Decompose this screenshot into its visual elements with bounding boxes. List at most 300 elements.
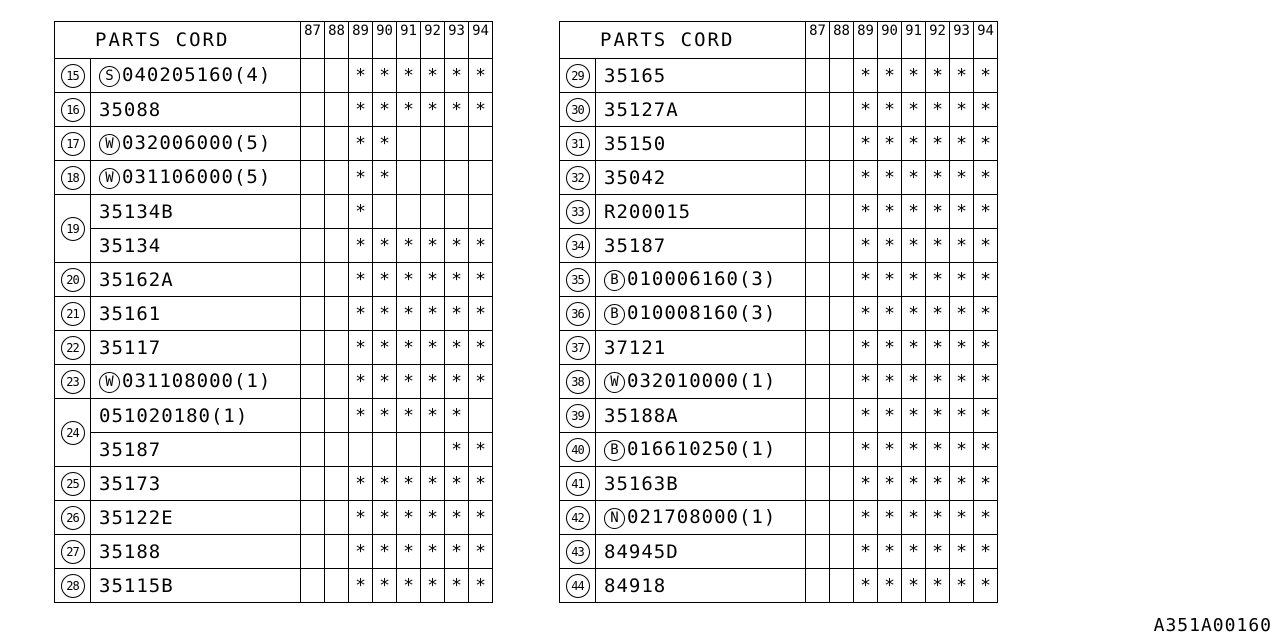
year-mark-cell <box>325 535 349 569</box>
year-mark-cell <box>950 433 974 467</box>
year-mark-cell <box>830 263 854 297</box>
year-mark-cell <box>445 501 469 535</box>
year-mark-cell <box>325 127 349 161</box>
asterisk-mark: * <box>427 371 438 392</box>
asterisk-mark: * <box>956 541 967 562</box>
year-mark-cell <box>974 161 998 195</box>
year-mark-cell <box>397 433 421 467</box>
year-mark-cell <box>878 59 902 93</box>
year-mark-cell <box>974 127 998 161</box>
year-mark-cell <box>469 59 493 93</box>
year-mark-cell <box>397 161 421 195</box>
item-number-cell <box>560 297 596 331</box>
item-number-cell <box>55 501 91 535</box>
year-mark-cell <box>301 365 325 399</box>
year-mark-cell <box>445 161 469 195</box>
part-code-cell <box>596 263 806 297</box>
asterisk-mark: * <box>980 99 991 120</box>
asterisk-mark: * <box>932 167 943 188</box>
asterisk-mark: * <box>908 337 919 358</box>
part-code: 031106000(5) <box>122 166 272 188</box>
year-label: 91 <box>400 23 417 39</box>
year-mark-cell <box>325 263 349 297</box>
part-code: 010008160(3) <box>627 302 777 324</box>
year-mark-cell <box>325 467 349 501</box>
year-mark-cell <box>806 127 830 161</box>
asterisk-mark: * <box>908 507 919 528</box>
year-mark-cell <box>830 331 854 365</box>
year-header <box>926 22 950 59</box>
part-code-cell <box>91 501 301 535</box>
year-mark-cell <box>301 93 325 127</box>
asterisk-mark: * <box>860 99 871 120</box>
part-code: 35188A <box>604 404 679 427</box>
asterisk-mark: * <box>956 337 967 358</box>
item-number-cell <box>55 93 91 127</box>
asterisk-mark: * <box>355 269 366 290</box>
year-mark-cell <box>469 535 493 569</box>
year-mark-cell <box>974 331 998 365</box>
asterisk-mark: * <box>908 473 919 494</box>
item-number: 26 <box>61 506 85 530</box>
year-mark-cell <box>469 433 493 467</box>
year-mark-cell <box>325 399 349 433</box>
year-mark-cell <box>469 467 493 501</box>
asterisk-mark: * <box>403 575 414 596</box>
asterisk-mark: * <box>403 235 414 256</box>
part-code-cell <box>596 467 806 501</box>
asterisk-mark: * <box>980 303 991 324</box>
year-mark-cell <box>830 93 854 127</box>
year-mark-cell <box>854 467 878 501</box>
year-mark-cell <box>301 297 325 331</box>
year-mark-cell <box>878 195 902 229</box>
asterisk-mark: * <box>932 371 943 392</box>
table-row <box>55 297 493 331</box>
part-code-cell <box>91 195 301 229</box>
year-mark-cell <box>301 59 325 93</box>
asterisk-mark: * <box>884 235 895 256</box>
asterisk-mark: * <box>355 405 366 426</box>
year-mark-cell <box>301 399 325 433</box>
asterisk-mark: * <box>403 507 414 528</box>
asterisk-mark: * <box>908 235 919 256</box>
item-number: 23 <box>61 370 85 394</box>
year-mark-cell <box>373 467 397 501</box>
part-code: 35161 <box>99 302 162 325</box>
year-mark-cell <box>397 569 421 603</box>
item-number: 32 <box>566 166 590 190</box>
year-mark-cell <box>421 433 445 467</box>
part-code: 35187 <box>99 438 162 461</box>
year-mark-cell <box>926 59 950 93</box>
asterisk-mark: * <box>932 575 943 596</box>
item-number-cell <box>560 535 596 569</box>
year-mark-cell <box>325 331 349 365</box>
asterisk-mark: * <box>980 201 991 222</box>
asterisk-mark: * <box>475 541 486 562</box>
table-row <box>560 127 998 161</box>
year-header <box>397 22 421 59</box>
part-code-cell <box>91 535 301 569</box>
asterisk-mark: * <box>355 167 366 188</box>
part-code-cell <box>91 127 301 161</box>
asterisk-mark: * <box>427 507 438 528</box>
year-mark-cell <box>373 297 397 331</box>
table-row <box>560 263 998 297</box>
year-mark-cell <box>854 59 878 93</box>
year-mark-cell <box>806 263 830 297</box>
item-number-cell <box>55 263 91 297</box>
part-code: 016610250(1) <box>627 438 777 460</box>
table-row <box>560 467 998 501</box>
year-mark-cell <box>373 331 397 365</box>
year-mark-cell <box>950 93 974 127</box>
year-mark-cell <box>349 93 373 127</box>
asterisk-mark: * <box>908 99 919 120</box>
asterisk-mark: * <box>932 133 943 154</box>
table-row <box>55 195 493 229</box>
year-mark-cell <box>301 569 325 603</box>
asterisk-mark: * <box>403 405 414 426</box>
year-mark-cell <box>878 263 902 297</box>
year-mark-cell <box>974 433 998 467</box>
year-mark-cell <box>445 93 469 127</box>
asterisk-mark: * <box>860 65 871 86</box>
year-mark-cell <box>950 501 974 535</box>
item-number: 20 <box>61 268 85 292</box>
year-mark-cell <box>373 161 397 195</box>
asterisk-mark: * <box>932 201 943 222</box>
year-mark-cell <box>349 433 373 467</box>
asterisk-mark: * <box>980 575 991 596</box>
year-mark-cell <box>445 263 469 297</box>
year-label: 90 <box>881 23 898 39</box>
year-mark-cell <box>854 93 878 127</box>
year-mark-cell <box>373 399 397 433</box>
year-mark-cell <box>878 433 902 467</box>
year-mark-cell <box>301 467 325 501</box>
year-header <box>878 22 902 59</box>
year-mark-cell <box>373 263 397 297</box>
table-row <box>560 535 998 569</box>
table-row <box>55 399 493 433</box>
asterisk-mark: * <box>956 269 967 290</box>
year-mark-cell <box>830 501 854 535</box>
year-mark-cell <box>469 93 493 127</box>
year-mark-cell <box>445 331 469 365</box>
asterisk-mark: * <box>932 405 943 426</box>
year-mark-cell <box>950 59 974 93</box>
asterisk-mark: * <box>956 99 967 120</box>
year-mark-cell <box>926 161 950 195</box>
asterisk-mark: * <box>451 303 462 324</box>
year-mark-cell <box>445 59 469 93</box>
year-mark-cell <box>926 229 950 263</box>
asterisk-mark: * <box>427 303 438 324</box>
part-code: 35173 <box>99 472 162 495</box>
asterisk-mark: * <box>379 133 390 154</box>
table-row <box>55 535 493 569</box>
year-header <box>902 22 926 59</box>
asterisk-mark: * <box>355 303 366 324</box>
table-row <box>55 263 493 297</box>
asterisk-mark: * <box>980 167 991 188</box>
year-mark-cell <box>926 195 950 229</box>
year-mark-cell <box>830 399 854 433</box>
table-row <box>560 399 998 433</box>
item-number: 21 <box>61 302 85 326</box>
year-mark-cell <box>806 535 830 569</box>
year-mark-cell <box>878 535 902 569</box>
year-mark-cell <box>349 161 373 195</box>
part-code-cell <box>596 297 806 331</box>
item-number-cell <box>55 569 91 603</box>
item-number-cell <box>560 93 596 127</box>
year-mark-cell <box>974 59 998 93</box>
part-code: 010006160(3) <box>627 268 777 290</box>
year-mark-cell <box>830 127 854 161</box>
year-mark-cell <box>830 297 854 331</box>
year-mark-cell <box>878 93 902 127</box>
asterisk-mark: * <box>860 133 871 154</box>
asterisk-mark: * <box>860 371 871 392</box>
item-number-cell <box>560 433 596 467</box>
asterisk-mark: * <box>980 541 991 562</box>
year-mark-cell <box>373 229 397 263</box>
year-mark-cell <box>902 263 926 297</box>
year-label: 94 <box>472 23 489 39</box>
year-mark-cell <box>421 161 445 195</box>
part-prefix-badge: W <box>604 372 625 393</box>
asterisk-mark: * <box>884 337 895 358</box>
asterisk-mark: * <box>451 473 462 494</box>
asterisk-mark: * <box>932 439 943 460</box>
year-mark-cell <box>373 433 397 467</box>
table-row <box>560 433 998 467</box>
part-code: 040205160(4) <box>122 64 272 86</box>
asterisk-mark: * <box>427 337 438 358</box>
year-mark-cell <box>349 467 373 501</box>
item-number: 44 <box>566 574 590 598</box>
asterisk-mark: * <box>908 269 919 290</box>
year-mark-cell <box>421 263 445 297</box>
year-header <box>974 22 998 59</box>
year-mark-cell <box>854 229 878 263</box>
item-number: 28 <box>61 574 85 598</box>
year-mark-cell <box>397 127 421 161</box>
asterisk-mark: * <box>932 65 943 86</box>
asterisk-mark: * <box>932 473 943 494</box>
part-code: 84945D <box>604 540 679 563</box>
asterisk-mark: * <box>860 235 871 256</box>
item-number-cell <box>55 399 91 467</box>
asterisk-mark: * <box>379 235 390 256</box>
year-label: 93 <box>953 23 970 39</box>
year-mark-cell <box>950 365 974 399</box>
asterisk-mark: * <box>355 133 366 154</box>
year-mark-cell <box>469 263 493 297</box>
item-number: 33 <box>566 200 590 224</box>
asterisk-mark: * <box>956 405 967 426</box>
asterisk-mark: * <box>956 167 967 188</box>
asterisk-mark: * <box>980 473 991 494</box>
asterisk-mark: * <box>475 371 486 392</box>
year-mark-cell <box>373 127 397 161</box>
year-mark-cell <box>974 399 998 433</box>
year-label: 92 <box>424 23 441 39</box>
item-number-cell <box>560 195 596 229</box>
table-row <box>560 501 998 535</box>
year-mark-cell <box>830 161 854 195</box>
year-mark-cell <box>397 229 421 263</box>
part-code-cell <box>91 467 301 501</box>
year-mark-cell <box>469 569 493 603</box>
table-row <box>560 331 998 365</box>
asterisk-mark: * <box>908 439 919 460</box>
year-mark-cell <box>325 569 349 603</box>
year-mark-cell <box>974 263 998 297</box>
item-number: 18 <box>61 166 85 190</box>
year-label: 88 <box>833 23 850 39</box>
year-mark-cell <box>806 195 830 229</box>
year-header <box>445 22 469 59</box>
year-mark-cell <box>902 229 926 263</box>
part-code-cell <box>596 365 806 399</box>
item-number-cell <box>560 331 596 365</box>
year-label: 94 <box>977 23 994 39</box>
asterisk-mark: * <box>908 575 919 596</box>
table-row <box>55 365 493 399</box>
asterisk-mark: * <box>860 167 871 188</box>
year-mark-cell <box>421 93 445 127</box>
year-mark-cell <box>469 365 493 399</box>
year-mark-cell <box>806 433 830 467</box>
year-mark-cell <box>806 331 830 365</box>
year-mark-cell <box>301 535 325 569</box>
asterisk-mark: * <box>451 99 462 120</box>
year-mark-cell <box>830 433 854 467</box>
year-mark-cell <box>974 365 998 399</box>
asterisk-mark: * <box>451 575 462 596</box>
asterisk-mark: * <box>908 405 919 426</box>
item-number: 15 <box>61 64 85 88</box>
year-mark-cell <box>397 59 421 93</box>
asterisk-mark: * <box>451 507 462 528</box>
asterisk-mark: * <box>860 201 871 222</box>
year-mark-cell <box>421 127 445 161</box>
asterisk-mark: * <box>427 99 438 120</box>
part-code-cell <box>596 569 806 603</box>
year-mark-cell <box>373 535 397 569</box>
year-mark-cell <box>854 365 878 399</box>
part-code: 35163B <box>604 472 679 495</box>
item-number-cell <box>560 569 596 603</box>
item-number-cell <box>55 365 91 399</box>
year-mark-cell <box>878 501 902 535</box>
table-row <box>560 161 998 195</box>
year-mark-cell <box>349 399 373 433</box>
year-mark-cell <box>950 535 974 569</box>
year-mark-cell <box>325 229 349 263</box>
part-prefix-badge: W <box>99 134 120 155</box>
year-mark-cell <box>397 331 421 365</box>
year-mark-cell <box>854 331 878 365</box>
year-label: 93 <box>448 23 465 39</box>
asterisk-mark: * <box>427 269 438 290</box>
year-mark-cell <box>854 195 878 229</box>
item-number-cell <box>55 535 91 569</box>
item-number: 22 <box>61 336 85 360</box>
part-code: 35042 <box>604 166 667 189</box>
year-mark-cell <box>806 569 830 603</box>
year-label: 87 <box>809 23 826 39</box>
table-row <box>560 365 998 399</box>
asterisk-mark: * <box>355 235 366 256</box>
year-mark-cell <box>373 501 397 535</box>
year-mark-cell <box>830 195 854 229</box>
year-mark-cell <box>830 569 854 603</box>
part-code: 35162A <box>99 268 174 291</box>
year-mark-cell <box>806 297 830 331</box>
item-number: 31 <box>566 132 590 156</box>
part-prefix-badge: S <box>99 66 120 87</box>
year-mark-cell <box>397 93 421 127</box>
year-mark-cell <box>830 535 854 569</box>
year-mark-cell <box>926 331 950 365</box>
asterisk-mark: * <box>451 405 462 426</box>
year-mark-cell <box>830 59 854 93</box>
asterisk-mark: * <box>475 575 486 596</box>
year-mark-cell <box>349 569 373 603</box>
year-mark-cell <box>806 365 830 399</box>
asterisk-mark: * <box>475 65 486 86</box>
year-mark-cell <box>325 297 349 331</box>
asterisk-mark: * <box>884 405 895 426</box>
year-mark-cell <box>878 569 902 603</box>
year-mark-cell <box>373 365 397 399</box>
part-prefix-badge: W <box>99 168 120 189</box>
item-number-cell <box>560 161 596 195</box>
year-label: 88 <box>328 23 345 39</box>
year-mark-cell <box>806 399 830 433</box>
year-mark-cell <box>397 263 421 297</box>
asterisk-mark: * <box>956 235 967 256</box>
asterisk-mark: * <box>355 371 366 392</box>
part-code: 35150 <box>604 132 667 155</box>
asterisk-mark: * <box>475 269 486 290</box>
asterisk-mark: * <box>355 541 366 562</box>
asterisk-mark: * <box>932 541 943 562</box>
asterisk-mark: * <box>475 337 486 358</box>
year-mark-cell <box>445 535 469 569</box>
asterisk-mark: * <box>884 575 895 596</box>
year-header <box>373 22 397 59</box>
asterisk-mark: * <box>403 473 414 494</box>
item-number-cell <box>55 297 91 331</box>
item-number-cell <box>55 127 91 161</box>
item-number: 40 <box>566 438 590 462</box>
year-mark-cell <box>397 297 421 331</box>
year-mark-cell <box>469 297 493 331</box>
year-mark-cell <box>878 161 902 195</box>
part-code-cell <box>596 501 806 535</box>
year-header <box>806 22 830 59</box>
asterisk-mark: * <box>980 235 991 256</box>
asterisk-mark: * <box>355 99 366 120</box>
year-mark-cell <box>397 467 421 501</box>
part-code-cell <box>596 229 806 263</box>
